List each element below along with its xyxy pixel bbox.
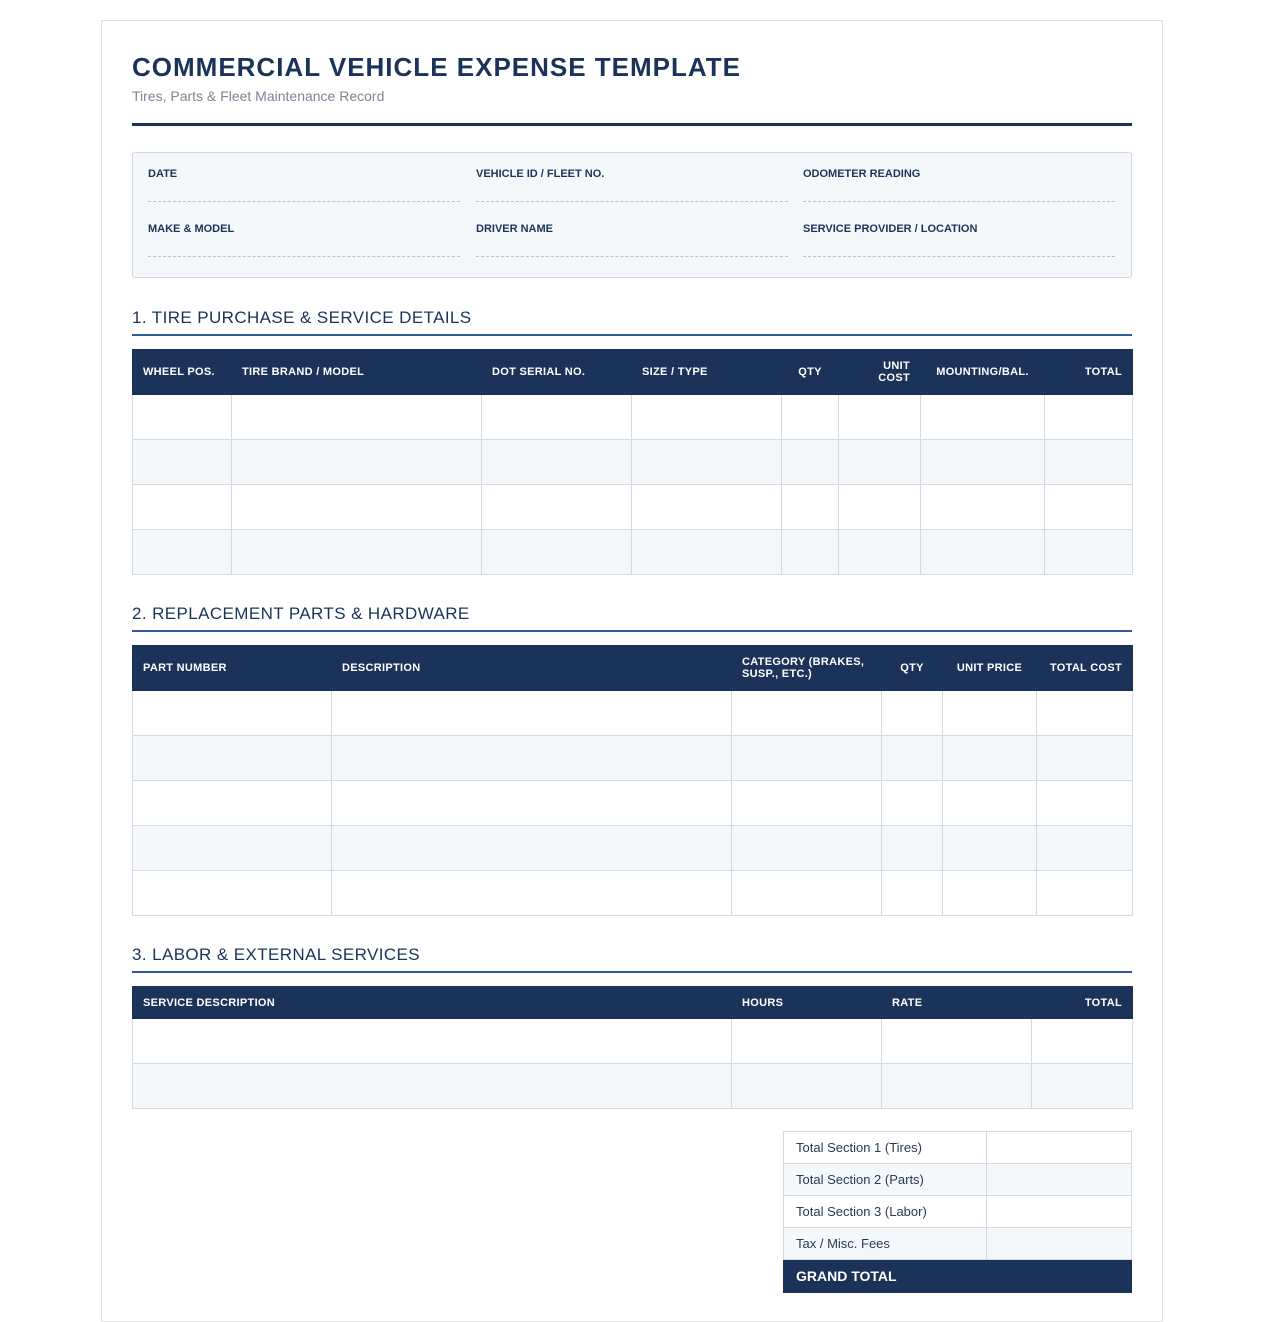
col-total: TOTAL [1045,350,1133,395]
table-row [133,781,1133,826]
table-row [133,530,1133,575]
grand-total-label: GRAND TOTAL [784,1260,987,1293]
col-rate: RATE [882,987,1032,1019]
total-row-tax [784,1228,1132,1260]
total-tires-value[interactable] [987,1132,1132,1164]
col-tire-brand: TIRE BRAND / MODEL [232,350,482,395]
service-provider-input-line[interactable] [803,256,1115,257]
table-row [133,826,1133,871]
col-part-number: PART NUMBER [133,646,332,691]
grand-total-value[interactable] [987,1260,1132,1293]
vehicle-id-label: VEHICLE ID / FLEET NO. [476,168,605,180]
total-labor-label: Total Section 3 (Labor) [784,1196,987,1228]
section-parts-title: 2. REPLACEMENT PARTS & HARDWARE [132,604,1132,632]
labor-table-header [133,987,1133,1019]
odometer-label: ODOMETER READING [803,168,921,180]
table-row [133,1064,1133,1109]
table-row [133,1019,1133,1064]
total-row-tires [784,1132,1132,1164]
parts-table [132,645,1133,916]
vehicle-id-field[interactable] [476,168,788,180]
col-hours: HOURS [732,987,882,1019]
vehicle-info-box [132,152,1132,278]
col-wheel-pos: WHEEL POS. [133,350,232,395]
table-row [133,871,1133,916]
form-subtitle: Tires, Parts & Fleet Maintenance Record [132,88,385,104]
date-field[interactable] [148,168,460,180]
col-unit-price: UNIT PRICE [943,646,1037,691]
col-category: CATEGORY (BRAKES, SUSP., ETC.) [732,646,882,691]
make-model-field[interactable] [148,223,460,235]
driver-name-field[interactable] [476,223,788,235]
table-row [133,440,1133,485]
col-description: DESCRIPTION [332,646,732,691]
col-mounting: MOUNTING/BAL. [921,350,1045,395]
form-title: COMMERCIAL VEHICLE EXPENSE TEMPLATE [132,52,741,82]
make-model-input-line[interactable] [148,256,460,257]
expense-form-page [101,20,1163,1322]
odometer-field[interactable] [803,168,1115,180]
make-model-label: MAKE & MODEL [148,223,235,235]
total-row-labor [784,1196,1132,1228]
table-row [133,736,1133,781]
labor-table [132,986,1133,1109]
tax-misc-label: Tax / Misc. Fees [784,1228,987,1260]
total-tires-label: Total Section 1 (Tires) [784,1132,987,1164]
service-provider-label: SERVICE PROVIDER / LOCATION [803,223,978,235]
driver-name-label: DRIVER NAME [476,223,554,235]
tire-table [132,349,1133,575]
title-divider [132,123,1132,126]
tax-misc-value[interactable] [987,1228,1132,1260]
col-qty: QTY [882,646,943,691]
total-parts-value[interactable] [987,1164,1132,1196]
service-provider-field[interactable] [803,223,1115,235]
tire-table-header [133,350,1133,395]
col-total: TOTAL [1032,987,1133,1019]
date-input-line[interactable] [148,201,460,202]
total-labor-value[interactable] [987,1196,1132,1228]
col-total-cost: TOTAL COST [1037,646,1133,691]
total-row-parts [784,1164,1132,1196]
table-row [133,485,1133,530]
parts-table-header [133,646,1133,691]
col-service-description: SERVICE DESCRIPTION [133,987,732,1019]
totals-table [783,1131,1132,1293]
col-qty: QTY [782,350,839,395]
grand-total-row [784,1260,1132,1293]
section-tires-title: 1. TIRE PURCHASE & SERVICE DETAILS [132,308,1132,336]
col-dot-serial: DOT SERIAL NO. [482,350,632,395]
total-parts-label: Total Section 2 (Parts) [784,1164,987,1196]
table-row [133,691,1133,736]
section-labor-title: 3. LABOR & EXTERNAL SERVICES [132,945,1132,973]
col-size-type: SIZE / TYPE [632,350,782,395]
table-row [133,395,1133,440]
driver-name-input-line[interactable] [476,256,788,257]
vehicle-id-input-line[interactable] [476,201,788,202]
odometer-input-line[interactable] [803,201,1115,202]
date-label: DATE [148,168,178,180]
col-unit-cost: UNIT COST [839,350,921,395]
